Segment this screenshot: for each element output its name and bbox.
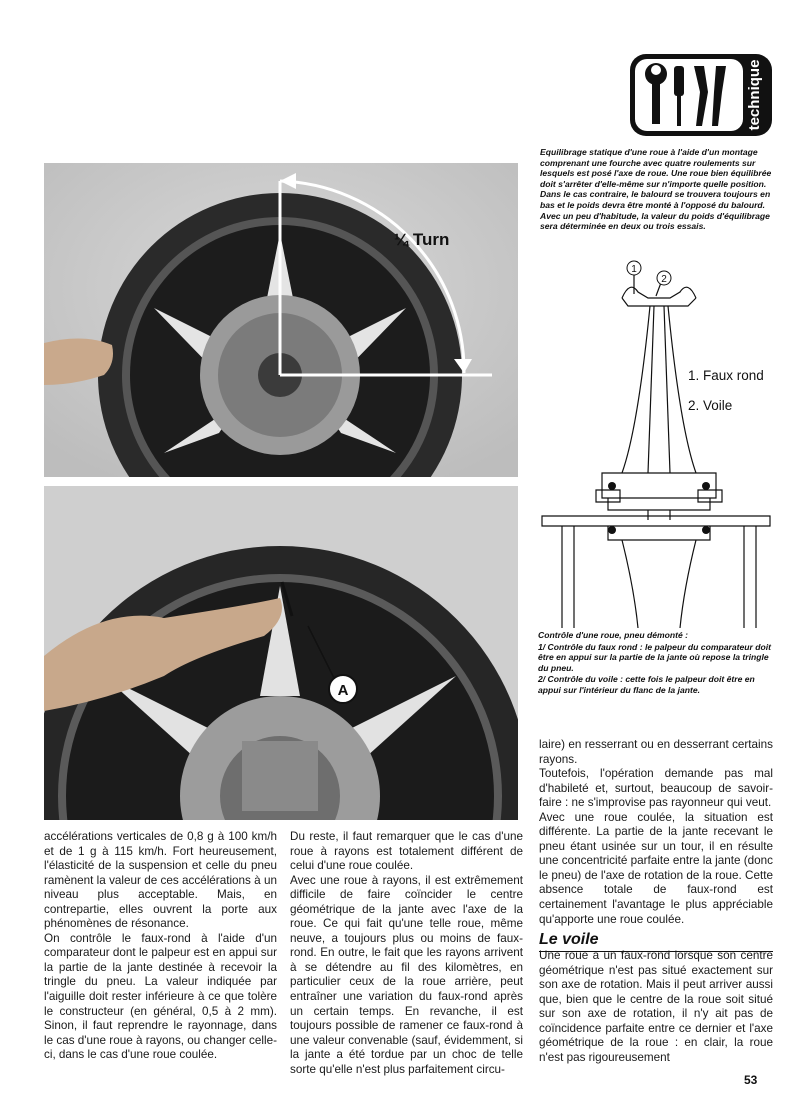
paragraph: Avec une roue coulée, la situation est différente. La partie de la jante recevant le pneu étant usinée sur un tour, il en résulte une concentricité parfaite entre la jante (donc le pneu) de l'axe de rotation de la roue. Cette absence totale de faux-rond est certainement l'avantage le plus appréciable qu'apporte une roue coulée. [539,810,773,926]
technique-logo [628,52,774,138]
caption-controle-voile: 2/ Contrôle du voile : cette fois le palpeur doit être en appui sur l'intérieur du flanc de la jante. [538,674,755,695]
paragraph: On contrôle le faux-rond à l'aide d'un comparateur dont le palpeur est en appui sur la partie de la jante destinée à recevoir la tringle du pneu. La valeur indiquée par l'aiguille doit rester inférieure à ce que tolère le constructeur (en général, 0,5 à 2 mm). Sinon, il faut reprendre le rayonnage, dans le cas d'une roue à rayons, ou changer celle-ci, dans le cas d'une roue coulée. [44,931,277,1062]
paragraph: Du reste, il faut remarquer que le cas d'une roue à rayons est totalement différent de celui d'une roue coulée. [290,830,523,873]
text-column-3 [539,738,773,927]
diagram-marker-1: 1 [631,264,637,275]
paragraph: Une roue a un faux-rond lorsque son centre géométrique n'est pas situé exactement sur son axe de rotation. Mais il peut arriver aussi que, bien que le centre de la roue soit situé sur son axe de rotation, il n'y ait pas de coïncidence parfaite entre ce dernier et l'axe géométrique de la roue : en clair, la roue n'est pas rigoureusement [539,949,773,1064]
paragraph: laire) en resserrant ou en desserrant certains rayons. [539,738,773,766]
text-column-2 [290,830,523,1077]
rim-check-diagram [538,258,774,628]
paragraph: accélérations verticales de 0,8 g à 100 km/h et de 1 g à 115 km/h. Fort heureusement, l'élasticité de la suspension et celle du pneu ramènent la valeur de ces accélérations à un niveau plus acceptable. Mais, en contrepartie, elles ouvrent la porte aux phénomènes de résonance. [44,830,277,931]
caption-controle-title: Contrôle d'une roue, pneu démonté : [538,630,689,640]
diagram-marker-2: 2 [661,274,667,285]
text-column-1 [44,830,277,1063]
legend-voile: 2. Voile [688,398,733,413]
paragraph: Avec une roue à rayons, il est extrêmement difficile de faire coïncider le centre géométrique de la jante avec l'axe de la roue. Ce qui fait qu'une telle roue, même neuve, a toujours plus ou moins de faux-rond. En outre, le fait que les rayons arrivent à se détendre au fil des kilomètres, en particulier ceux de la roue arrière, peut entraîner une variation du faux-rond après un certain temps. En revanche, il est toujours possible de ramener ce faux-rond à une valeur convenable (sauf, évidemment, si la jante a été tordue par un choc de telle sorte qu'elle n'est plus parfaitement circu- [290,873,523,1076]
marker-a-label: A [337,682,349,699]
quarter-turn-label: ¼ Turn [394,230,450,249]
caption-balancing: Equilibrage statique d'une roue à l'aide d'un montage comprenant une fourche avec quatre roulements sur lesquels est posé l'axe de roue. Une roue bien équilibrée doit s'arrêter d'elle-même sur n'importe quelle position. Dans le cas contraire, le balourd se trouvera toujours en bas et le poids devra être monté à l'opposé du balourd. Avec un peu d'habitude, la valeur du poids d'équilibrage sera déterminée en deux ou trois essais. [540,147,772,232]
caption-controle-faux-rond: 1/ Contrôle du faux rond : le palpeur du comparateur doit être en appui sur la partie de la jante où repose la tringle du pneu. [538,641,772,673]
page-number: 53 [744,1073,758,1087]
text-column-3-continued [539,949,773,1065]
wheel-photo-2 [44,486,518,820]
photo-wheel-gauge [44,486,518,820]
wheel-photo-1 [44,163,518,477]
photo-wheel-quarter-turn [44,163,518,477]
diagram-drawing [538,258,774,628]
section-heading-voile: Le voile [539,931,773,952]
logo-label: technique [746,59,763,131]
legend-faux-rond: 1. Faux rond [688,368,764,383]
caption-controle [538,630,774,696]
paragraph: Toutefois, l'opération demande pas mal d'habileté et, surtout, beaucoup de savoir-faire : ne s'improvise pas rayonneur qui veut. [539,767,773,810]
